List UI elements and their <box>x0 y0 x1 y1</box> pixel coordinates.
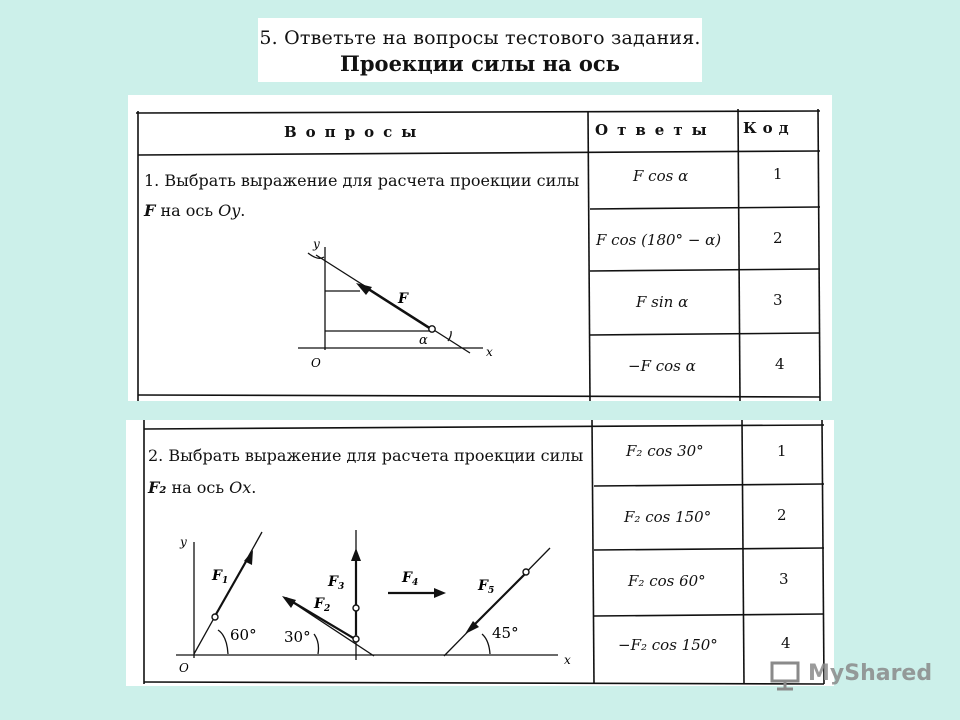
title-box <box>258 18 702 82</box>
answer-1-2: F cos (180° − α) <box>596 231 722 249</box>
force-f3-arrowhead <box>351 548 361 561</box>
question-1-axis: Oy <box>218 201 241 220</box>
question-1-force: F <box>144 201 156 220</box>
watermark <box>768 655 938 695</box>
code-2-4: 4 <box>781 634 791 652</box>
force-f2-point <box>353 636 359 642</box>
force-f-label: F <box>398 291 408 307</box>
question-1-line-1: 1. Выбрать выражение для расчета проекции силы <box>144 171 580 190</box>
origin-label-1: O <box>311 356 321 370</box>
force-f1-point <box>212 614 218 620</box>
force-f4-label: $F_4$ <box>402 570 419 588</box>
question-2-text: на ось <box>166 478 230 497</box>
header-answers: Ответы <box>595 121 716 139</box>
answer-1-4: −F cos α <box>628 357 696 375</box>
question-1-end: . <box>240 201 246 220</box>
force-f1-label: $F_1$ <box>212 568 229 586</box>
header-questions: Вопросы <box>284 123 426 141</box>
table-panel-2 <box>126 420 834 686</box>
force-f4-arrowhead <box>434 588 446 598</box>
title-line-1: 5. Ответьте на вопросы тестового задания. <box>259 27 701 49</box>
answer-2-1: F₂ cos 30° <box>626 442 704 460</box>
presentation-icon <box>768 657 804 693</box>
code-2-3: 3 <box>779 570 789 588</box>
table-panel-1 <box>128 95 832 401</box>
force-f2-label: $F_2$ <box>314 596 331 614</box>
answer-2-4: −F₂ cos 150° <box>618 636 718 654</box>
answer-2-3: F₂ cos 60° <box>628 572 706 590</box>
code-2-1: 1 <box>777 442 787 460</box>
question-1-text: на ось <box>155 201 219 220</box>
question-1-line-2 <box>144 201 245 220</box>
table-grid-1 <box>128 95 832 401</box>
code-1-3: 3 <box>773 291 783 309</box>
force-f3-label: $F_3$ <box>328 574 345 592</box>
watermark-text: MyShared <box>808 661 933 686</box>
angle-alpha-label: α <box>419 333 428 348</box>
axis-y-label-1: y <box>313 237 320 251</box>
origin-label-2: O <box>179 661 189 675</box>
angle-30-label: 30° <box>284 628 311 646</box>
force-f-point <box>429 326 435 332</box>
figure-1 <box>298 247 483 353</box>
force-f3-point <box>353 605 359 611</box>
question-2-axis: Ox <box>229 478 252 497</box>
code-2-2: 2 <box>777 506 787 524</box>
answer-2-2: F₂ cos 150° <box>624 508 712 526</box>
code-1-1: 1 <box>773 165 783 183</box>
axis-x-label-2: x <box>564 653 571 667</box>
force-f5-label: $F_5$ <box>478 578 495 596</box>
angle-45-label: 45° <box>492 624 519 642</box>
question-2-force: F₂ <box>148 478 167 497</box>
code-1-2: 2 <box>773 229 783 247</box>
axis-y-label-2: y <box>180 535 187 549</box>
answer-1-3: F sin α <box>636 293 689 311</box>
force-f2-arrowhead <box>282 596 296 608</box>
question-2-end: . <box>251 478 257 497</box>
force-f5-point <box>523 569 529 575</box>
question-2-line-1: 2. Выбрать выражение для расчета проекции силы <box>148 446 584 465</box>
question-2-line-2 <box>148 478 256 497</box>
angle-60-label: 60° <box>230 626 257 644</box>
title-line-2: Проекции силы на ось <box>340 51 620 76</box>
header-code: Код <box>743 119 795 137</box>
code-1-4: 4 <box>775 355 785 373</box>
axis-x-label-1: x <box>486 345 493 359</box>
answer-1-1: F cos α <box>633 167 689 185</box>
